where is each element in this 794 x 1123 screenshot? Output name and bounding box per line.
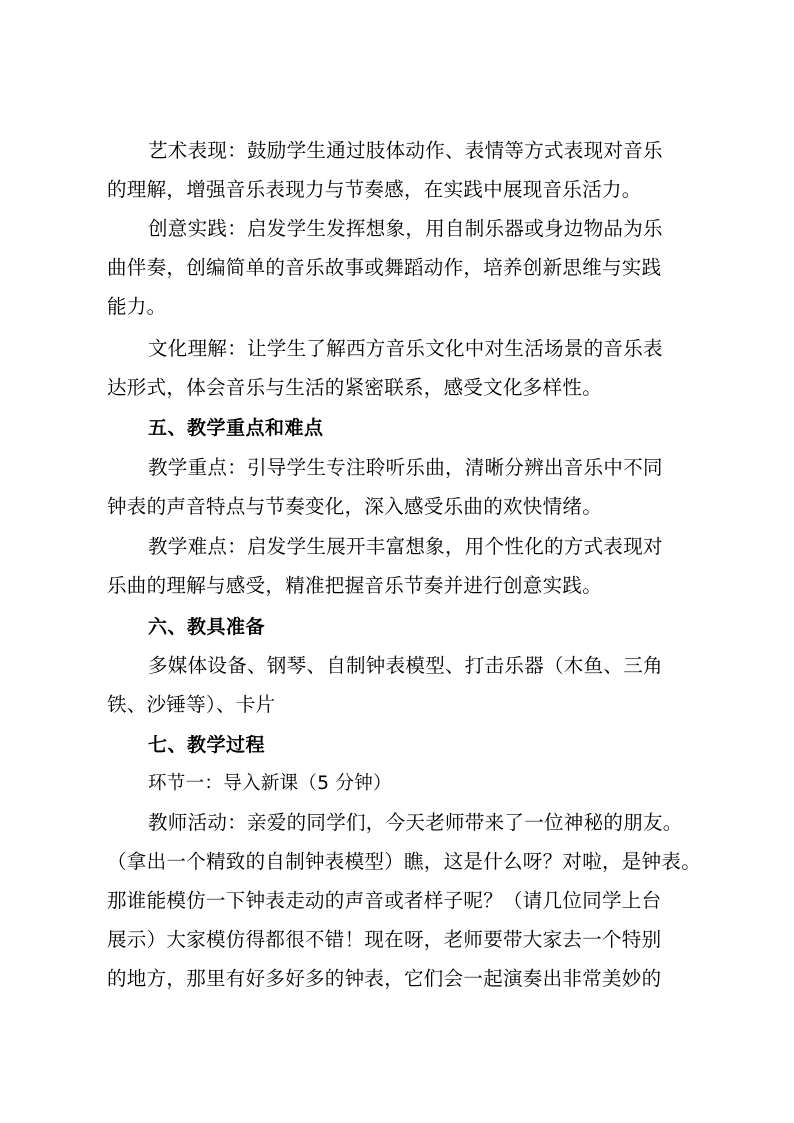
teacher-activity-line-2: （拿出一个精致的自制钟表模型）瞧，这是什么呀？对啦，是钟表。 xyxy=(107,850,702,873)
teaching-tools-line-1: 多媒体设备、钢琴、自制钟表模型、打击乐器（木鱼、三角 xyxy=(148,654,663,677)
section-6-heading: 六、教具准备 xyxy=(148,616,266,638)
teaching-focus-line-2: 钟表的声音特点与节奏变化，深入感受乐曲的欢快情绪。 xyxy=(107,495,603,518)
teaching-difficulty-line-1: 教学难点：启发学生展开丰富想象，用个性化的方式表现对 xyxy=(148,535,663,558)
teacher-activity-line-3: 那谁能模仿一下钟表走动的声音或者样子呢？（请几位同学上台 xyxy=(107,889,662,912)
teaching-difficulty-line-2: 乐曲的理解与感受，精准把握音乐节奏并进行创意实践。 xyxy=(107,574,603,597)
teacher-activity-line-1: 教师活动：亲爱的同学们，今天老师带来了一位神秘的朋友。 xyxy=(148,811,683,834)
teaching-focus-line-1: 教学重点：引导学生专注聆听乐曲，清晰分辨出音乐中不同 xyxy=(148,456,663,479)
art-expression-line-2: 的理解，增强音乐表现力与节奏感，在实践中展现音乐活力。 xyxy=(107,178,642,201)
culture-understanding-line-2: 达形式，体会音乐与生活的紧密联系，感受文化多样性。 xyxy=(107,376,603,399)
culture-understanding-line-1: 文化理解：让学生了解西方音乐文化中对生活场景的音乐表 xyxy=(148,337,663,360)
creative-practice-line-2: 曲伴奏，创编简单的音乐故事或舞蹈动作，培养创新思维与实践 xyxy=(107,256,662,279)
section-7-heading: 七、教学过程 xyxy=(148,734,266,756)
step-1-heading: 环节一：导入新课（5 分钟） xyxy=(148,773,392,794)
creative-practice-line-1: 创意实践：启发学生发挥想象，用自制乐器或身边物品为乐 xyxy=(148,217,663,240)
art-expression-line-1: 艺术表现：鼓励学生通过肢体动作、表情等方式表现对音乐 xyxy=(148,139,663,162)
teacher-activity-line-4: 展示）大家模仿得都很不错！现在呀，老师要带大家去一个特别 xyxy=(107,928,662,951)
creative-practice-line-3: 能力。 xyxy=(107,295,167,318)
teaching-tools-line-2: 铁、沙锤等）、卡片 xyxy=(107,693,276,716)
section-5-heading: 五、教学重点和难点 xyxy=(148,417,324,439)
teacher-activity-line-5: 的地方，那里有好多好多的钟表，它们会一起演奏出非常美妙的 xyxy=(107,967,662,990)
